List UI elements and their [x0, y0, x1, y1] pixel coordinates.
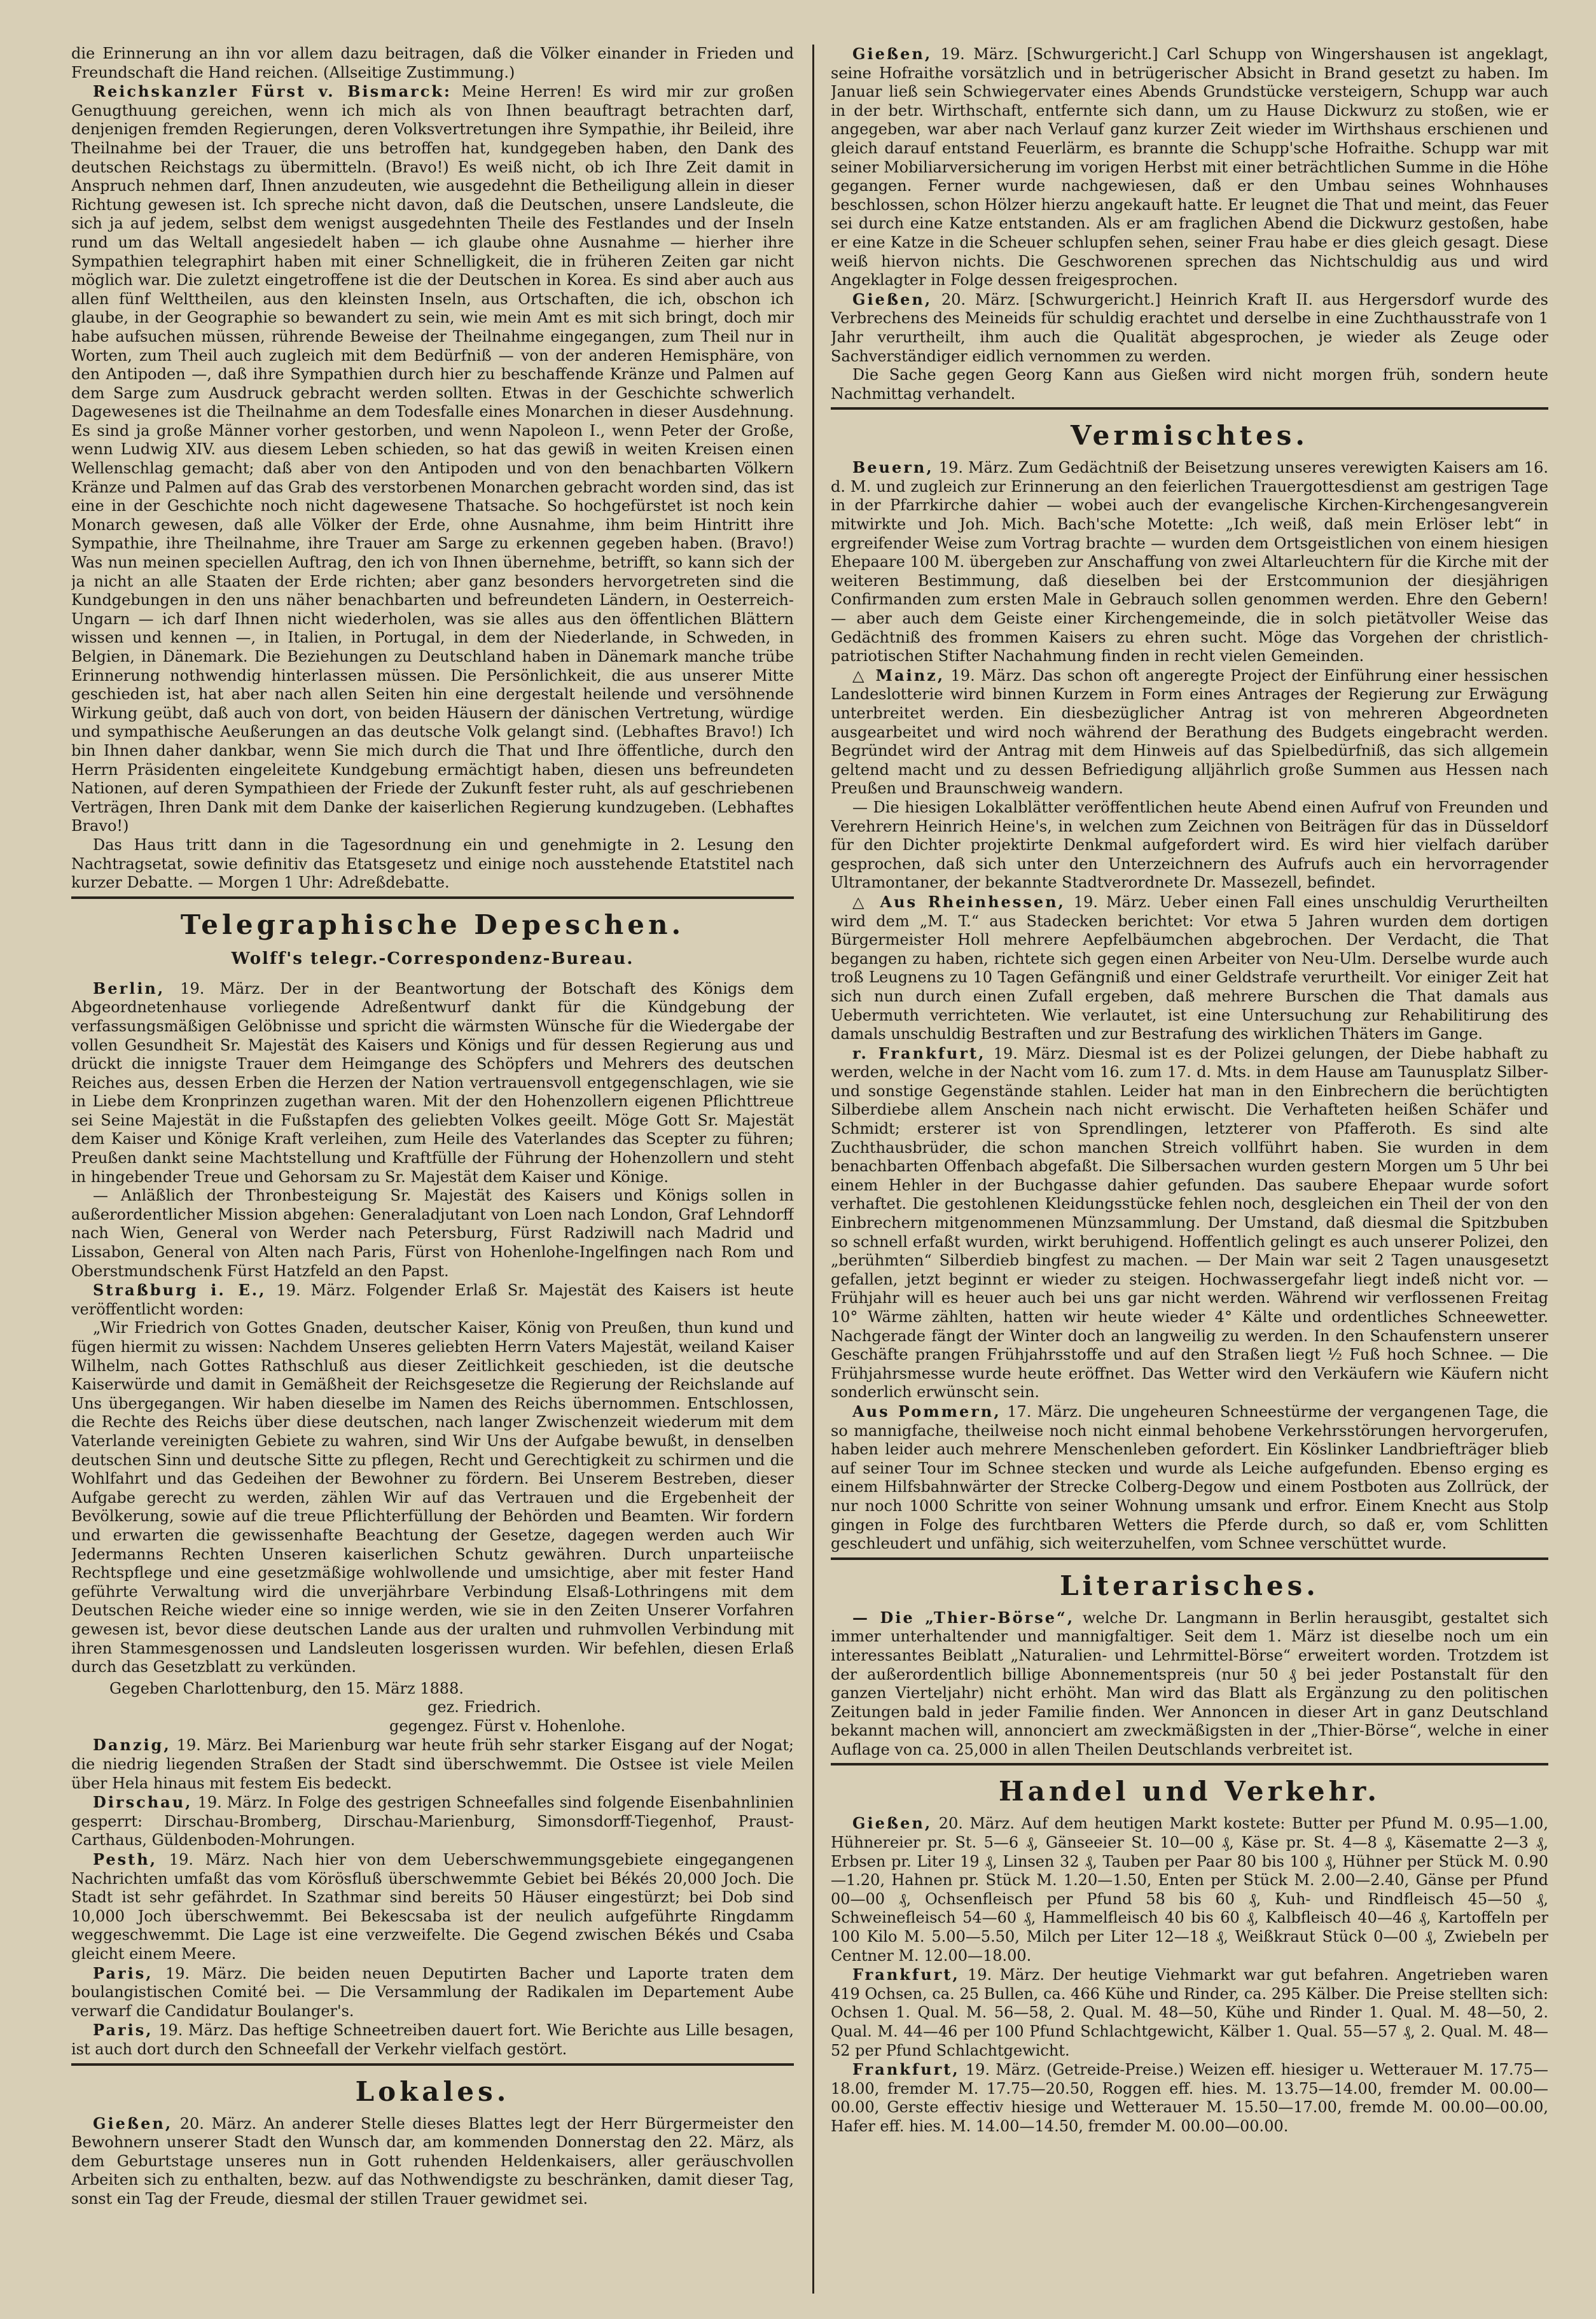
divider — [831, 1557, 1548, 1560]
misc-news-item — [831, 666, 1548, 798]
article-text: „Wir Friedrich von Gottes Gnaden, deutscher Kaiser, König von Preußen, thun kund und fügen hiermit zu wissen: Nachdem Unseres geliebten Herrn Vaters Majestät, weiland Kaiser Wilhelm, nach Gottes Rathschluß aus dieser Zeitlichkeit geschieden, ist die deutsche Kaiserwürde und damit in Gemäßheit der Reichsgesetze die Regierung der Reichslande auf Uns übergegangen. Wir haben dieselbe im Namen des Reichs übernommen. Entschlossen, die Rechte des Reichs über diese deutschen, nach langer Zwischenzeit wiederum mit dem Vaterlande vereinigten Gebiete zu wahren, sind Wir Uns der Aufgabe bewußt, in denselben deutschen Sinn und deutsche Sitte zu pflegen, Recht und Gerechtigkeit zu schirmen und die Wohlfahrt und das Gedeihen der Bewohner zu fördern. Bei Unserem Bestreben, dieser Aufgabe gerecht zu werden, zählen Wir auf das Vertrauen und die Ergebenheit der Bevölkerung, sowie auf die treue Pflichterfüllung der Behörden und Beamten. Wir fordern und erwarten die gewissenhafte Beachtung der Gesetze, dagegen werden auch Wir Jedermanns Rechten Unseren kaiserlichen Schutz gewähren. Durch unparteiische Rechtspflege und eine gesetzmäßige wohlwollende und umsichtige, aber mit fester Hand geführte Verwaltung wird die unverjährbare Verbindung Elsaß-Lothringens mit dem Deutschen Reiche wieder eine so innige werden, wie sie in den Zeiten Unserer Vorfahren gewesen ist, bevor diese deutschen Lande aus der uralten und ruhmvollen Verbindung mit ihren Stammesgenossen und Landsleuten losgerissen wurden. Wir befehlen, diesen Erlaß durch das Gesetzblatt zu verkünden. — [71, 1319, 794, 1676]
vermischtes-heading: Vermischtes. — [1070, 420, 1309, 452]
article-text: — Die hiesigen Lokalblätter veröffentlichen heute Abend einen Aufruf von Freunden und Verehrern Heinrich Heine's, in welchen zum Zeichnen von Beiträgen für das in Düsseldorf für den Dichter projektirte Denkmal aufgefordert wird. Es wird hier vielfach darüber gesprochen, daß sich unter den Unterzeichnern des Aufrufs auch ein hervorragender Ultramontaner, der bekannte Stadtverordnete Dr. Massezell, befindet. — [831, 798, 1548, 892]
handel-heading: Handel und Verkehr. — [999, 1776, 1380, 1807]
dateline: Frankfurt, — [852, 2060, 960, 2079]
market-report — [831, 1965, 1548, 2060]
dateline: Paris, — [93, 1963, 153, 1982]
left-column — [71, 45, 794, 2300]
dateline: △ Aus Rheinhessen, — [852, 892, 1065, 911]
article-text: — Anläßlich der Thronbesteigung Sr. Majestät des Kaisers und Königs sollen in außerordentlicher Mission abgehen: Generaladjutant von Loen nach London, Graf Lehndorff nach Wien, General von Werder nach Petersburg, Fürst Radziwill nach Madrid und Lissabon, General von Alten nach Paris, Fürst von Hohenlohe-Ingelfingen nach Rom und Oberstmundschenk Fürst Hatzfeld an den Papst. — [71, 1187, 794, 1280]
dispatch-item — [71, 1736, 794, 1793]
article-text: 19. März. In Folge des gestrigen Schneefalles sind folgende Eisenbahnlinien gesperrt: Dirschau-Bromberg, Dirschau-Marienburg, Simonsdorff-Tiegenhof, Praust-Carthaus, Güldenboden-Mohrungen. — [71, 1793, 794, 1849]
misc-news-item — [831, 893, 1548, 1044]
court-report — [831, 290, 1548, 366]
dateline: Berlin, — [93, 978, 165, 998]
telegraph-subheading: Wolff's telegr.-Correspondenz-Bureau. — [231, 949, 634, 968]
dateline: Gießen, — [93, 2114, 173, 2133]
misc-news-item — [831, 1044, 1548, 1402]
article-text: Das Haus tritt dann in die Tagesordnung ein und genehmigte in 2. Lesung den Nachtragsetat, sowie definitiv das Etatsgesetz und einige noch ausstehende Etatstitel nach kurzer Debatte. — Morgen 1 Uhr: Adreßdebatte. — [71, 835, 794, 892]
article-text: 20. März. An anderer Stelle dieses Blattes legt der Herr Bürgermeister den Bewohnern unserer Stadt den Wunsch dar, am kommenden Donnerstag den 22. März, als dem Geburtstage unseres nun in Gott ruhenden Heldenkaisers, aller geräuschvollen Arbeiten sich zu enthalten, bezw. auf das Nothwendigste zu beschränken, damit dieser Tag, sonst ein Tag der Freude, diesmal der stillen Trauer gewidmet sei. — [71, 2114, 794, 2208]
article-text: Meine Herren! Es wird mir zur großen Genugthuung gereichen, wenn ich mich als von Ihnen beauftragt betrachten darf, denjenigen fremden Regierungen, deren Volksvertretungen ihre Sympathie, ihr Beileid, ihre Theilnahme bei der Trauer, die uns betroffen hat, kundgegeben haben, den Dank des deutschen Reichstags zu übermitteln. (Bravo!) Es weiß nicht, ob ich Ihre Zeit damit in Anspruch nehmen darf, Ihnen anzudeuten, wie ausgedehnt die Betheiligung allein in dieser Richtung gewesen ist. Ich spreche nicht davon, daß die Deutschen, unsere Landsleute, die sich ja auf jedem, selbst dem wenigst ausgedehnten Theile des Festlandes und der Inseln rund um das Weltall angesiedelt haben — ich glaube ohne Ausnahme — hierher ihre Sympathien telegraphirt haben mit einer Schnelligkeit, die in früheren Zeiten gar nicht möglich war. Die zuletzt eingetroffene ist die der Deutschen in Korea. Es sind aber auch aus allen fünf Welttheilen, aus den kleinsten Inseln, aus Ortschaften, die ich, obschon ich glaube, in der Geographie so bewandert zu sein, wie mein Amt es mit sich bringt, doch mir habe aufsuchen müssen, rührende Beweise der Theilnahme eingegangen, zum Theil nur in Worten, zum Theil auch zugleich mit dem Bedürfniß — von der anderen Hemisphäre, von den Antipoden —, daß ihre Sympathien durch hier zu beschaffende Kränze und Palmen auf dem Sarge zum Ausdruck gebracht werden sollten. Etwas in der Geschichte schwerlich Dagewesenes ist die Theilnahme an dem Todesfalle eines Monarchen in dieser Ausdehnung. Es sind ja große Männer vorher gestorben, und wenn Napoleon I., wenn Peter der Große, wenn Ludwig XIV. aus diesem Leben schieden, so hat das gewiß in weiten Kreisen einen Wellenschlag gemacht; daß aber von den Antipoden und von den benachbarten Völkern Kränze und Palmen auf das Grab des verstorbenen Monarchen gebracht worden sind, das ist eine in der Geschichte noch nicht dagewesene Thatsache. So hochgefürstet ist noch kein Monarch gewesen, daß alle Völker der Erde, ohne Ausnahme, ihm beim Hintritt ihre Sympathie, ihre Theilnahme, ihre Trauer am Sarge zu erkennen gegeben haben. (Bravo!) Was nun meinen speciellen Auftrag, den ich von Ihnen übernehme, betrifft, so kann sich der ja nicht an alle Staaten der Erde richten; aber ganz besonders hervorgetreten sind die Kundgebungen in den uns näher benachbarten und befreundeten Ländern, in Oesterreich-Ungarn — ich darf Ihnen nicht wiederholen, was sie alles aus den öffentlichen Blättern wissen und kennen —, in Italien, in Portugal, in dem der Niederlande, in Schweden, in Belgien, in Dänemark. Die Beziehungen zu Deutschland haben in Dänemark manche trübe Erinnerung nothwendig hinterlassen müssen. Die Persönlichkeit, die aus unserer Mitte geschieden ist, hat aber nach allen Seiten hin eine dergestalt heilende und versöhnende Wirkung geübt, daß auch von dort, von beiden Häusern der dänischen Vertretung, würdige und sympathische Aeußerungen an das deutsche Volk gelangt sind. (Lebhaftes Bravo!) Ich bin Ihnen daher dankbar, wenn Sie mich durch die That und Ihre öffentliche, durch den Herrn Präsidenten eingeleitete Kundgebung ermächtigt haben, diesen uns befreundeten Nationen, auf deren Sympathieen der Friede der Zukunft fester ruht, als auf geschriebenen Verträgen, Ihren Dank mit dem Danke der kaiserlichen Regierung kundzugeben. (Lebhaftes Bravo!) — [71, 83, 794, 835]
article-text: 19. März. Folgender Erlaß Sr. Majestät des Kaisers ist heute veröffentlicht worden: — [71, 1281, 794, 1318]
misc-news-item — [831, 1402, 1548, 1554]
dateline: — Die „Thier-Börse“, — [852, 1608, 1075, 1627]
article-text: 19. März. Ueber einen Fall eines unschuldig Verurtheilten wird dem „M. T.“ aus Stadecken berichtet: Vor etwa 5 Jahren wurden dem dortigen Bürgermeister Holl mehrere Aepfelbäumchen abgebrochen. Der Verdacht, die That begangen zu haben, richtete sich gegen einen Arbeiter von Neu-Ulm. Derselbe wurde auch troß Leugnens zu 10 Tagen Gefängniß und einer Geldstrafe verurtheilt. Vor einiger Zeit hat sich nun durch einen Zufall ergeben, daß mehrere Burschen die That damals aus Uebermuth verrichteten. Wie verlautet, ist eine Untersuchung zur Rehabilitirung des damals unschuldig Bestraften und zur Bestrafung des wirklichen Thäters im Gange. — [831, 893, 1548, 1043]
dateline: Aus Pommern, — [852, 1402, 1001, 1421]
speech-paragraph — [71, 82, 794, 836]
article-text: 19. März. Der in der Beantwortung der Botschaft des Königs dem Abgeordnetenhause vorliegende Adreßentwurf dankt für die Kündgebung der verfassungsmäßigen Gelöbnisse und spricht die wärmsten Wünsche für die Wiedergabe der vollen Gesundheit Sr. Majestät des Kaisers und Königs und für dessen Regierung aus und drückt die innigste Trauer dem Heimgange des Schöpfers und Mehrers des deutschen Reiches aus, dessen Erben die Herzen der Nation vertrauensvoll entgegenschlagen, wie sie in Liebe dem Kronprinzen zugethan waren. Mit der den Hohenzollern eigenen Pflichttreue sei Seine Majestät in die Fußstapfen des geliebten Volkes geeilt. Möge Gott Sr. Majestät dem Kaiser und Könige Kraft verleihen, zum Heile des Vaterlandes das Scepter zu führen; Preußen dankt seine Machtstellung und Kraftfülle der Führung der Hohenzollern und steht in hingebender Treue und Gehorsam zu Sr. Majestät dem Kaiser und Könige. — [71, 979, 794, 1186]
dispatch-item — [71, 1187, 794, 1281]
article-text: 20. März. Auf dem heutigen Markt kostete: Butter per Pfund M. 0.95—1.00, Hühnereier pr. St. 5—6 ₰, Gänseeier St. 10—00 ₰, Käse pr. St. 4—8 ₰, Käsematte 2—3 ₰, Erbsen pr. Liter 19 ₰, Linsen 32 ₰, Tauben per Paar 80 bis 100 ₰, Hühner per Stück M. 0.90—1.20, Hahnen pr. Stück M. 1.20—1.50, Enten per Stück M. 2.00—2.40, Gänse per Pfund 00—00 ₰, Ochsenfleisch per Pfund 58 bis 60 ₰, Kuh- und Rindfleisch 45—50 ₰, Schweinefleisch 54—60 ₰, Hammelfleisch 40 bis 60 ₰, Kalbfleisch 40—46 ₰, Kartoffeln per 100 Kilo M. 5.00—5.50, Milch per Liter 12—18 ₰, Weißkraut Stück 0—00 ₰, Zwiebeln per Centner M. 12.00—18.00. — [831, 1814, 1548, 1965]
dateline: Straßburg i. E., — [93, 1281, 267, 1300]
telegraph-heading: Telegraphische Depeschen. — [180, 909, 685, 940]
article-text: 19. März. Diesmal ist es der Polizei gelungen, der Diebe habhaft zu werden, welche in der Nacht vom 16. zum 17. d. Mts. in dem Hause am Taunusplatz Silber- und sonstige Gegenstände stahlen. Leider hat man in den Einbrechern die berüchtigten Silberdiebe allem Anschein nach nicht erwischt. Die Verhafteten heißen Schäfer und Schmidt; ersterer ist von Sprendlingen, letzterer von Pfafferoth. Es sind alte Zuchthausbrüder, die schon manchen Streich vollführt haben. Sie wurden in dem benachbarten Offenbach abgefaßt. Die Silbersachen wurden gestern Morgen um 5 Uhr bei einem Hehler in der Buchgasse dahier gefunden. Das saubere Ehepaar wurde sofort verhaftet. Die gestohlenen Kleidungsstücke fehlen noch, desgleichen ein Theil der von den Einbrechern mitgenommenen Münzsammlung. Der Umstand, daß diesmal die Spitzbuben so schnell erfaßt wurden, wirkt beruhigend. Hoffentlich gelingt es auch unserer Polizei, den „berühmten“ Silberdieb bingfest zu machen. — Der Main war seit 2 Tagen unausgesetzt gefallen, jetzt beginnt er wieder zu steigen. Hochwassergefahr liegt indeß nicht vor. — Frühjahr will es heuer auch bei uns gar nicht werden. Während wir verflossenen Freitag 10° Wärme zählten, hatten wir heute wieder 4° Kälte und ordentliches Schneewetter. Nachgerade fängt der Winter doch an langweilig zu werden. In den Schaufenstern unserer Geschäfte prangen Frühjahrsstoffe und auf den Straßen liegt ½ Fuß hoch Schnee. — Die Frühjahrsmesse wurde heute eröffnet. Das Wetter wird den Verkäufern wie Käufern nicht sonderlich erwünscht sein. — [831, 1044, 1548, 1402]
decree-signature: gez. Friedrich. — [427, 1698, 541, 1717]
right-column — [831, 45, 1548, 2300]
court-report — [831, 45, 1548, 290]
article-text: welche Dr. Langmann in Berlin herausgibt, gestaltet sich immer unterhaltender und mannigfaltiger. Seit dem 1. März ist dieselbe noch um ein interessantes Beiblatt „Naturalien- und Lehrmittel-Börse“ erweitert worden. Trotzdem ist der außerordentlich billige Abonnementspreis (nur 50 ₰ bei jeder Postanstalt für den ganzen Vierteljahr) nicht erhöht. Man wird das Blatt als Ergänzung zu den politischen Zeitungen bald in jeder Familie finden. Wer Annoncen in dieser Art in ganz Deutschland bekannt machen will, annonciert am zweckmäßigsten in der „Thier-Börse“, welche in einer Auflage von ca. 25,000 in allen Theilen Deutschlands verbreitet ist. — [831, 1608, 1548, 1758]
dateline: △ Mainz, — [852, 665, 945, 685]
article-text: 19. März. Der heutige Viehmarkt war gut befahren. Angetrieben waren 419 Ochsen, ca. 25 Bullen, ca. 466 Kühe und Rinder, ca. 295 Kälber. Die Preise stellten sich: Ochsen 1. Qual. M. 56—58, 2. Qual. M. 48—50, Kühe und Rinder 1. Qual. M. 48—50, 2. Qual. M. 44—46 per 100 Pfund Schlachtgewicht, Kälber 1. Qual. 55—57 ₰, 2. Qual. M. 48—52 per Pfund Schlachtgewicht. — [831, 1966, 1548, 2059]
article-text: 20. März. [Schwurgericht.] Heinrich Kraft II. aus Hergersdorf wurde des Verbrechens des Meineids für schuldig erachtet und derselbe in eine Zuchthausstrafe von 1 Jahr verurtheilt, ihm auch die Qualität abgesprochen, je wieder als Zeuge oder Sachverständiger eidlich vernommen zu werden. — [831, 290, 1548, 365]
dateline: Frankfurt, — [852, 1965, 960, 1984]
dispatch-item — [71, 979, 794, 1187]
divider — [831, 407, 1548, 410]
dateline: Beuern, — [852, 458, 934, 477]
dateline: Gießen, — [852, 289, 933, 309]
local-news-item — [71, 2114, 794, 2209]
article-text: 19. März. Bei Marienburg war heute früh sehr starker Eisgang auf der Nogat; die niedrig liegenden Straßen der Stadt sind überschwemmt. Die Ostsee ist viele Meilen über Hela hinaus mit festem Eis bedeckt. — [71, 1736, 794, 1792]
article-text: 19. März. Das schon oft angeregte Project der Einführung einer hessischen Landeslotterie wird binnen Kurzem in Form eines Antrages der Regierung zur Erwägung unterbreitet werden. Ein diesbezüglicher Antrag ist von mehreren Abgeordneten ausgearbeitet und wird noch während der Berathung des Budgets eingebracht werden. Begründet wird der Antrag mit dem Hinweis auf das Spielbedürfniß, das sich allgemein geltend macht und zu dessen Befriedigung alljährlich große Summen aus Hessen nach Preußen und Braunschweig wandern. — [831, 666, 1548, 798]
literarisches-heading: Literarisches. — [1060, 1570, 1319, 1601]
decree-countersignature: gegengez. Fürst v. Hohenlohe. — [389, 1717, 626, 1735]
dateline: Danzig, — [93, 1736, 171, 1755]
article-text: 19. März. Zum Gedächtniß der Beisetzung unseres verewigten Kaisers am 16. d. M. und zugleich zur Erinnerung an den feierlichen Trauergottesdienst am gestrigen Tage in der Pfarrkirche dahier — wobei auch der evangelische Kirchen-Kirchengesangverein mitwirkte und Joh. Mich. Bach'sche Motette: „Ich weiß, daß mein Erlöser lebt“ in ergreifender Weise zum Vortrag brachte — wurden dem Ortsgeistlichen von einem hiesigen Ehepaare 100 M. übergeben zur Anschaffung von zwei Altarleuchtern für die Kirche mit der weiteren Bestimmung, daß dieselben bei der Erstcommunion der diesjährigen Confirmanden zum ersten Male in Gebrauch sollen genommen werden. Ehre den Gebern! — aber auch dem Geiste einer Kirchengemeinde, die in solch pietätvoller Weise das Gedächtniß des frommen Kaisers zu ehren sucht. Möge das Vorgehen der christlich-patriotischen Stifter Nachahmung finden in recht vielen Gemeinden. — [831, 459, 1548, 665]
dispatch-item — [71, 1964, 794, 2021]
market-report — [831, 2060, 1548, 2136]
dateline: r. Frankfurt, — [852, 1043, 986, 1062]
article-text: 19. März. [Schwurgericht.] Carl Schupp von Wingershausen ist angeklagt, seine Hofraithe vorsätzlich und in betrügerischer Absicht in Brand gesetzt zu haben. Im Januar ließ sein Schwiegervater eines Abends Grundstücke versteigern, Schupp war auch in der betr. Wirthschaft, entfernte sich dann, um zu Hause Dickwurz zu stoßen, wie er angegeben, war aber nach Verlauf ganz kurzer Zeit wieder im Wirthshaus erschienen und gleich darauf entstand Feuerlärm, es brannte die Schupp'sche Hofraithe. Schupp war mit seiner Mobiliarversicherung im vorigen Herbst mit einer beträchtlichen Summe in die Höhe gegangen. Ferner wurde nachgewiesen, daß er den Umbau seines Wohnhauses beschlossen, schon Hölzer hierzu angekauft hatte. Er leugnet die That und meint, das Feuer sei durch eine Katze entstanden. Als er am fraglichen Abend die Dickwurz gestoßen, habe er eine Katze in die Scheuer schlupfen sehen, seiner Frau habe er dies gleich gesagt. Diese weiß hiervon nichts. Die Geschworenen sprechen das Nichtschuldig aus und wird Angeklagter in Folge dessen freigesprochen. — [831, 45, 1548, 289]
dateline: Gießen, — [852, 45, 933, 63]
article-text: 17. März. Die ungeheuren Schneestürme der vergangenen Tage, die so mannigfache, theilweise noch nicht einmal behobene Verkehrsstörungen hervorgerufen, haben leider auch mehrere Menschenleben gefordert. Ein Köslinker Landbriefträger blieb auf seiner Tour im Schnee stecken und wurde als Leiche aufgefunden. Ebenso erging es einem Hilfsbahnwärter der Strecke Colberg-Degow und einem Postboten aus Zollrück, der nur noch 1000 Schritte von seiner Wohnung umsank und erfror. Einem Knecht aus Stolp gingen in Folge des furchtbaren Wetters die Pferde durch, so daß er, vom Schlitten geschleudert und unfähig, sich weiterzuhelfen, vom Schnee verschüttet wurde. — [831, 1402, 1548, 1553]
divider — [71, 896, 794, 899]
dispatch-item — [71, 1793, 794, 1850]
article-text: 19. März. Die beiden neuen Deputirten Bacher und Laporte traten dem boulangistischen Comité bei. — Die Versammlung der Radikalen im Departement Aube verwarf die Candidatur Boulanger's. — [71, 1964, 794, 2020]
dateline: Dirschau, — [93, 1793, 193, 1812]
column-rule — [812, 45, 814, 2294]
speech-paragraph — [71, 45, 794, 82]
divider — [831, 1763, 1548, 1765]
lokales-heading: Lokales. — [355, 2075, 510, 2107]
misc-news-item — [831, 458, 1548, 666]
article-text: 19. März. Nach hier von dem Ueberschwemmungsgebiete eingegangenen Nachrichten umfaßt das vom Körösfluß überschwemmte Gebiet bei Békés 20,000 Joch. Die Stadt ist sehr gefährdet. In Szathmar sind bereits 50 Häuser eingestürzt; bei Dob sind 10,000 Joch überschwemmt. Bei Bekescsaba ist der neulich aufgeführte Ringdamm weggeschwemmt. Die Lage ist eine verzweifelte. Die Gegend zwischen Békés und Csaba gleicht einem Meere. — [71, 1851, 794, 1963]
speech-paragraph — [71, 836, 794, 893]
dateline: Gießen, — [852, 1814, 933, 1833]
dateline: Reichskanzler Fürst v. Bismarck: — [93, 82, 452, 101]
court-report — [831, 366, 1548, 403]
article-text: 19. März. Das heftige Schneetreiben dauert fort. Wie Berichte aus Lille besagen, ist auch dort durch den Schneefall der Verkehr vielfach gestört. — [71, 2021, 794, 2058]
article-text: die Erinnerung an ihn vor allem dazu beitragen, daß die Völker einander in Frieden und Freundschaft die Hand reichen. (Allseitige Zustimmung.) — [71, 45, 794, 81]
dispatch-item — [71, 1281, 794, 1319]
dispatch-item — [71, 1850, 794, 1964]
misc-news-item — [831, 798, 1548, 893]
literary-item — [831, 1608, 1548, 1760]
dateline: Paris, — [93, 2021, 153, 2040]
market-report — [831, 1814, 1548, 1965]
dispatch-item — [71, 1319, 794, 1676]
dateline: Pesth, — [93, 1850, 158, 1869]
dispatch-item — [71, 2021, 794, 2059]
article-text: 19. März. (Getreide-Preise.) Weizen eff. hiesiger u. Wetterauer M. 17.75—18.00, fremder M. 17.75—20.50, Roggen eff. hies. M. 13.75—14.00, fremder M. 00.00—00.00, Gerste effectiv hiesige und Wetterauer M. 15.50—17.00, fremde M. 00.00—00.00, Hafer eff. hies. M. 14.00—14.50, fremder M. 00.00—00.00. — [831, 2061, 1548, 2135]
article-text: Die Sache gegen Georg Kann aus Gießen wird nicht morgen früh, sondern heute Nachmittag verhandelt. — [831, 366, 1548, 403]
decree-date: Gegeben Charlottenburg, den 15. März 1888. — [109, 1679, 464, 1697]
divider — [71, 2063, 794, 2066]
